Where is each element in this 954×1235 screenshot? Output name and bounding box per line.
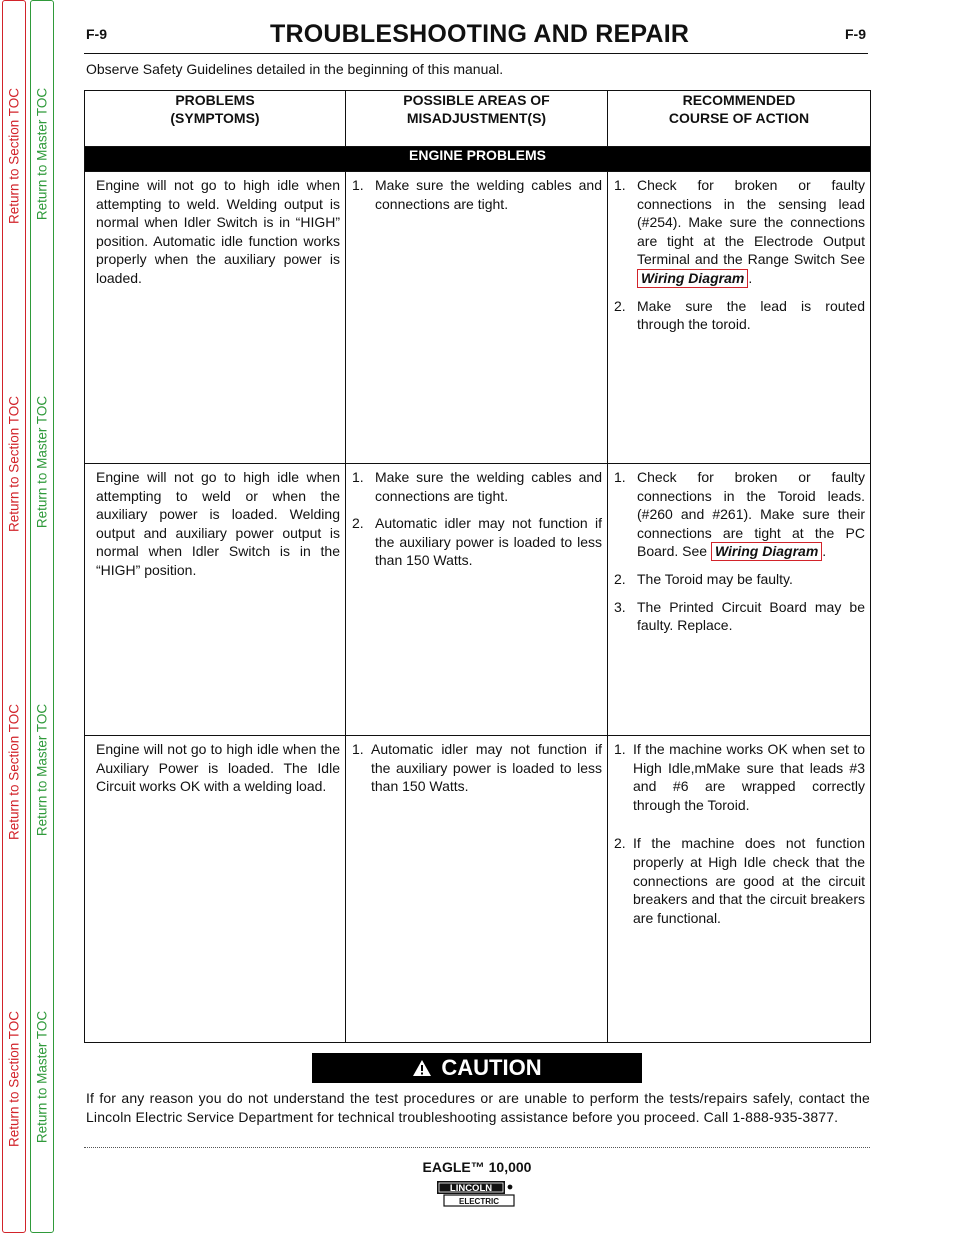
caution-text: If for any reason you do not understand the test procedures or are unable to perform the tests/repairs safely, contact the Lincoln Electric Service Department for technical troubleshooting assistance before you proceed. Call 1-888-935-3877. [86,1090,870,1125]
column-header-problems: PROBLEMS (SYMPTOMS) [85,91,346,147]
list-item: 1. Automatic idler may not function if the auxiliary power is loaded to less than 150 Watts. [352,741,602,795]
return-master-toc-link[interactable]: Return to Master TOC [34,703,50,837]
svg-text:ELECTRIC: ELECTRIC [459,1197,499,1206]
page-number-left: F-9 [86,26,107,42]
return-master-toc-link[interactable]: Return to Master TOC [34,395,50,529]
symptom-cell [85,736,346,1043]
misadjustment-cell [346,172,608,464]
list-item: 2. Make sure the lead is routed through the toroid. [614,297,865,333]
svg-text:LINCOLN: LINCOLN [449,1183,493,1194]
caution-banner [312,1053,642,1083]
symptom-cell [85,172,346,464]
list-item: 2. If the machine does not function properly at High Idle check that the connections are good at the circuit breakers and that the circuit breakers are functional. [614,835,865,926]
list-item: 1. Make sure the welding cables and connections are tight. [352,469,602,504]
wiring-diagram-link[interactable]: Wiring Diagram [637,269,748,288]
return-master-toc-link[interactable]: Return to Master TOC [34,1010,50,1144]
list-item: 2. Automatic idler may not function if the auxiliary power is loaded to less than 150 Watts. [352,515,602,569]
symptom-cell [85,464,346,736]
return-section-toc-link[interactable]: Return to Section TOC [6,1010,22,1148]
symptom-text: Engine will not go to high idle when attempting to weld or when the auxiliary power is loaded. Welding output and auxiliary power output is normal when Idler Switch is in the “HIGH” position. [96,469,340,578]
action-cell [608,464,871,736]
safety-note: Observe Safety Guidelines detailed in the beginning of this manual. [86,61,504,77]
page-title: TROUBLESHOOTING AND REPAIR [270,20,690,48]
return-section-toc-link[interactable]: Return to Section TOC [6,395,22,533]
return-section-toc-link[interactable]: Return to Section TOC [6,87,22,225]
model-name: EAGLE™ 10,000 [422,1159,532,1175]
warning-icon [412,1059,432,1077]
list-item: 1. Check for broken or faulty connections in the sensing lead (#254). Make sure the connections are tight at the Electrode Output Terminal and the Range Switch See Wiring Diagram . [614,177,865,286]
list-item: 1. Make sure the welding cables and connections are tight. [352,177,602,212]
lincoln-electric-logo [436,1180,516,1208]
return-master-toc-link[interactable]: Return to Master TOC [34,87,50,221]
title-rule [84,53,868,54]
action-cell [608,736,871,1043]
column-header-misadjustments: POSSIBLE AREAS OF MISADJUSTMENT(S) [346,91,608,147]
master-toc-bar [30,0,54,1233]
symptom-text: Engine will not go to high idle when attempting to weld. Welding output is normal when Idler Switch is in “HIGH” position. Automatic idle function works properly when the auxiliary power is loaded. [96,177,340,286]
engine-problems-band: ENGINE PROBLEMS [85,147,871,172]
caution-label: CAUTION [441,1055,542,1080]
section-toc-bar [2,0,26,1233]
page-number-right: F-9 [845,26,866,42]
troubleshooting-table [84,90,871,1043]
column-header-course-of-action: RECOMMENDED COURSE OF ACTION [608,91,871,147]
list-item: 1. If the machine works OK when set to High Idle,mMake sure that leads #3 and #6 are wrapped correctly through the Toroid. [614,741,865,813]
wiring-diagram-link[interactable]: Wiring Diagram [711,542,822,561]
list-item: 3. The Printed Circuit Board may be faulty. Replace. [614,598,865,634]
table-header-row [85,91,871,147]
section-band-row [85,147,871,172]
action-cell [608,172,871,464]
list-item: 2. The Toroid may be faulty. [614,570,793,587]
list-item: 1. Check for broken or faulty connections in the Toroid leads. (#260 and #261). Make sure their connections are tight at the PC Board. See Wiring Diagram . [614,469,865,560]
return-section-toc-link[interactable]: Return to Section TOC [6,703,22,841]
table-row [85,464,871,736]
table-row [85,736,871,1043]
symptom-text: Engine will not go to high idle when the Auxiliary Power is loaded. The Idle Circuit works OK with a welding load. [96,741,340,795]
table-row [85,172,871,464]
misadjustment-cell [346,464,608,736]
footer-divider [84,1147,870,1148]
misadjustment-cell [346,736,608,1043]
